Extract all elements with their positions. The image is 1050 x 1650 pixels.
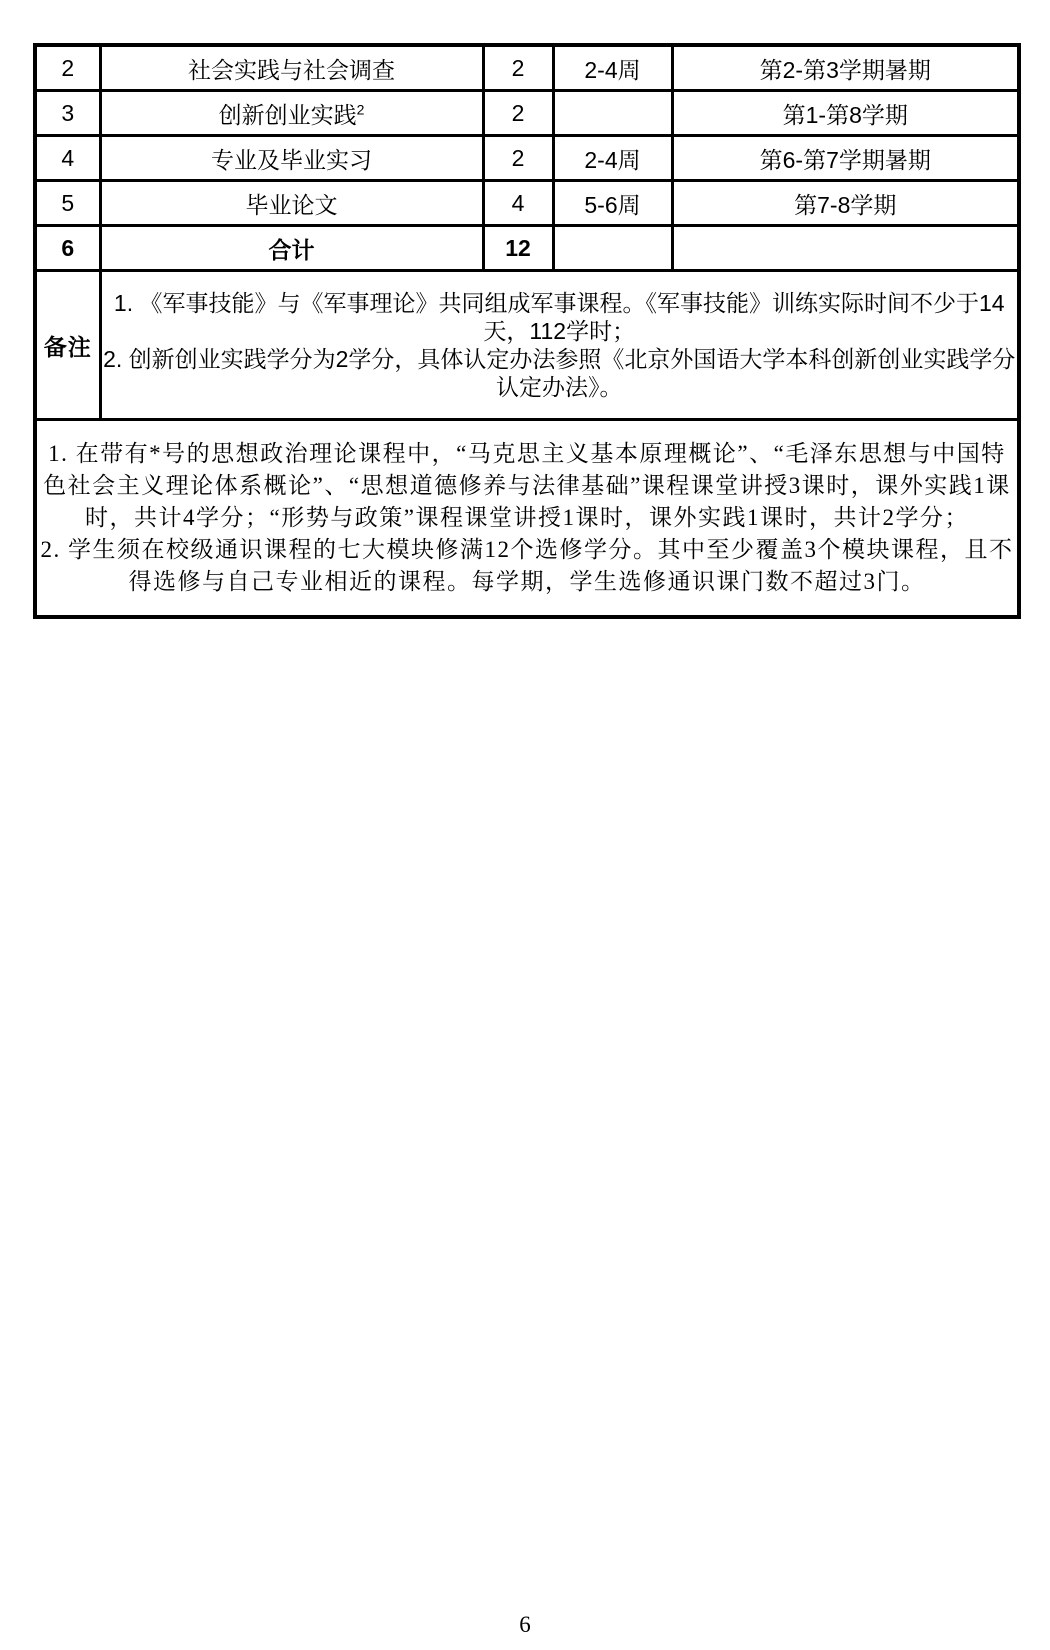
total-row [35, 226, 1019, 271]
table-row [35, 91, 1019, 136]
semester-cell: 第6-第7学期暑期 [672, 136, 1019, 181]
footnote-item: 1. 在带有*号的思想政治理论课程中，“马克思主义基本原理概论”、“毛泽东思想与中国特色社会主义理论体系概论”、“思想道德修养与法律基础”课程课堂讲授3课时，课外实践1课时，共计4学分；“形势与政策”课程课堂讲授1课时，课外实践1课时，共计2学分； [43, 441, 1011, 530]
table-row [35, 181, 1019, 226]
semester-cell [672, 226, 1019, 271]
course-name: 毕业论文 [245, 191, 338, 218]
curriculum-table [33, 43, 1021, 619]
footnote-body-cell [35, 420, 1019, 618]
course-name: 社会实践与社会调查 [188, 56, 395, 83]
course-name: 创新创业实践 [218, 101, 357, 128]
credits-cell: 4 [483, 181, 553, 226]
footnote-reference: 2 [356, 100, 365, 117]
course-name: 专业及毕业实习 [211, 146, 372, 173]
page-number: 6 [519, 1612, 531, 1637]
table-row [35, 45, 1019, 91]
row-number-cell: 4 [35, 136, 100, 181]
semester-cell: 第1-第8学期 [672, 91, 1019, 136]
semester-cell: 第2-第3学期暑期 [672, 45, 1019, 91]
course-name-cell [100, 45, 483, 91]
remark-item: 1. 《军事技能》与《军事理论》共同组成军事课程。《军事技能》训练实际时间不少于14天，112学时； [113, 290, 1005, 344]
weeks-cell: 5-6周 [553, 181, 672, 226]
row-number-cell: 2 [35, 45, 100, 91]
credits-cell: 2 [483, 136, 553, 181]
row-number-cell: 6 [35, 226, 100, 271]
weeks-cell [553, 226, 672, 271]
credits-cell: 2 [483, 45, 553, 91]
weeks-cell [553, 91, 672, 136]
course-name-cell [100, 91, 483, 136]
course-name-cell [100, 136, 483, 181]
footnote-row [35, 420, 1019, 618]
table-row [35, 136, 1019, 181]
footnote-item: 2. 学生须在校级通识课程的七大模块修满12个选修学分。其中至少覆盖3个模块课程，且不得选修与自己专业相近的课程。每学期，学生选修通识课门数不超过3门。 [40, 537, 1014, 594]
semester-cell: 第7-8学期 [672, 181, 1019, 226]
row-number-cell: 5 [35, 181, 100, 226]
total-credits-cell: 12 [483, 226, 553, 271]
weeks-cell: 2-4周 [553, 45, 672, 91]
remark-row [35, 271, 1019, 420]
remark-label: 备注 [35, 271, 100, 420]
remark-body-cell [100, 271, 1019, 420]
course-name-cell [100, 181, 483, 226]
total-label-cell [100, 226, 483, 271]
weeks-cell: 2-4周 [553, 136, 672, 181]
total-label: 合计 [268, 236, 315, 263]
credits-cell: 2 [483, 91, 553, 136]
row-number-cell: 3 [35, 91, 100, 136]
remark-item: 2. 创新创业实践学分为2学分，具体认定办法参照《北京外国语大学本科创新创业实践学分认定办法》。 [103, 346, 1016, 400]
